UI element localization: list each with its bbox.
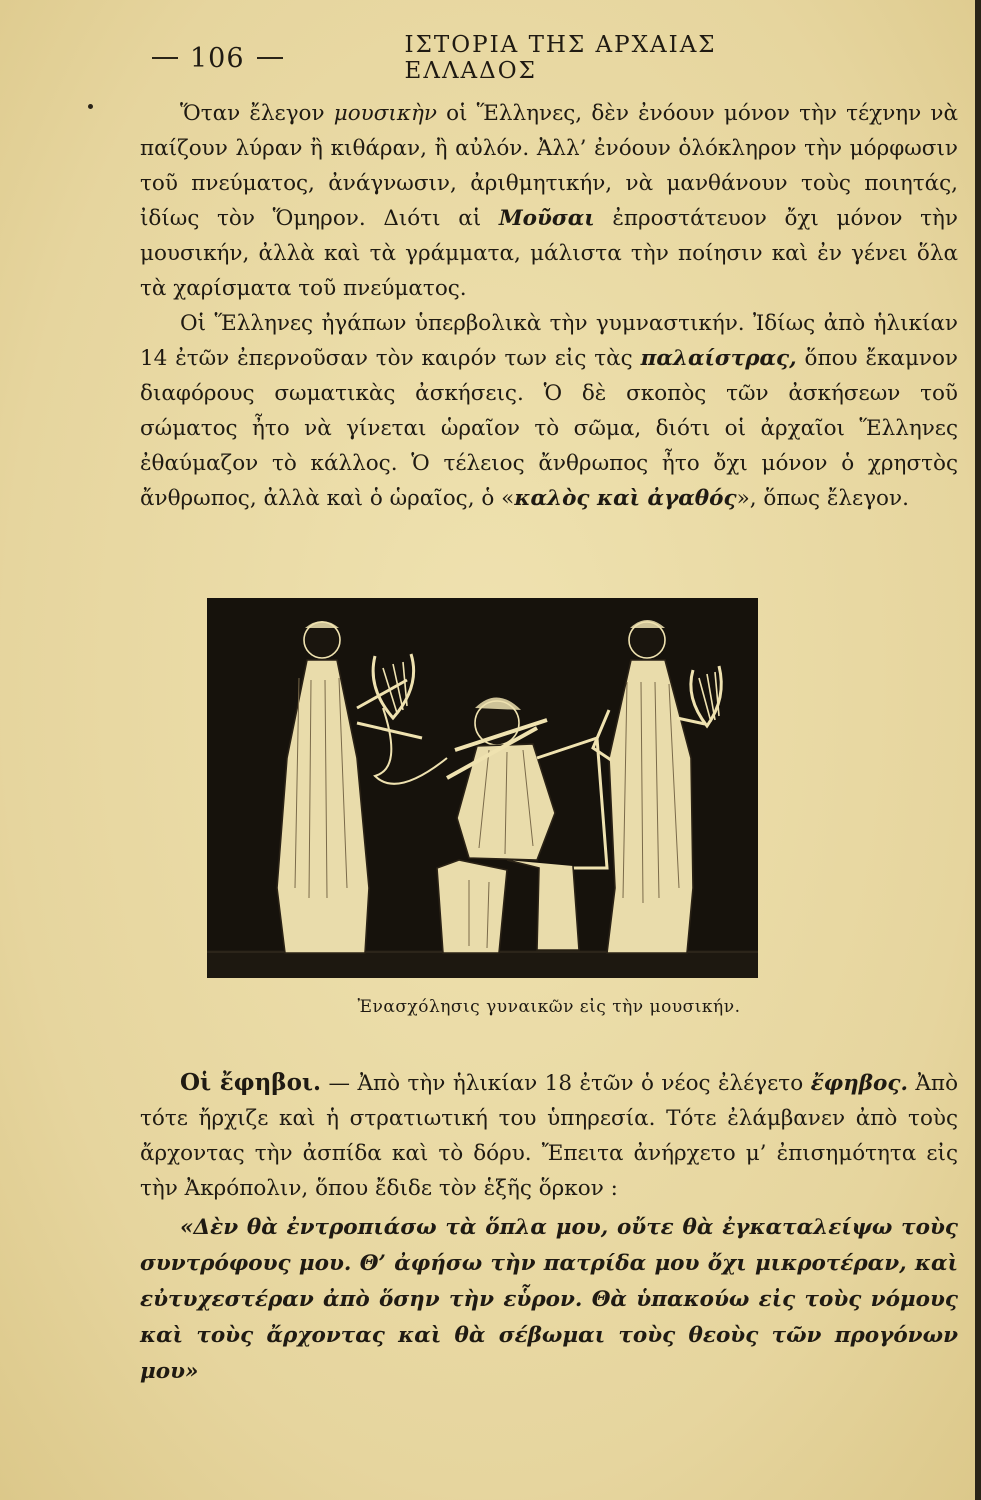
musicians-figures [207,598,758,978]
margin-mark [88,104,93,109]
section-heading: Οἱ ἔφηβοι. [180,1069,322,1096]
paragraph-ephebes: Οἱ ἔφηβοι. — Ἀπὸ τὴν ἡλικίαν 18 ἐτῶν ὁ νέος ἐλέγετο ἔφηβος. Ἀπὸ τότε ἤρχιζε καὶ ἡ στρατιωτική του ὑπηρεσία. Τότε ἐλάμβανεν ἀπὸ τοὺς ἄρχοντας τὴν ἀσπίδα καὶ τὸ δόρυ. Ἔπειτα ἀνήρχετο μ’ ἐπισημότητα εἰς τὴν Ἀκρόπολιν, ὅπου ἔδιδε τὸν ἑξῆς ὅρκον : [140,1069,959,1201]
figure-caption: Ἐνασχόλησις γυναικῶν εἰς τὴν μουσικήν. [357,997,741,1017]
paragraph-music: Ὅταν ἔλεγον μουσικὴν οἱ Ἕλληνες, δὲν ἐνόουν μόνον τὴν τέχνην νὰ παίζουν λύραν ἢ κιθάραν, ἢ αὐλόν. Ἀλλ’ ἐνόουν ὁλόκληρον τὴν μόρφωσιν τοῦ πνεύματος, ἀνάγνωσιν, ἀριθμητικήν, νὰ μανθάνουν τοὺς ποιητάς, ἰδίως τὸν Ὅμηρον. Διότι αἱ Μοῦσαι ἐπροστάτευον ὄχι μόνον τὴν μουσικήν, ἀλλὰ καὶ τὰ γράμματα, μάλιστα τὴν ποίησιν καὶ ἐν γένει ὅλα τὰ χαρίσματα τοῦ πνεύματος. [140,101,959,301]
paragraph-gymnastics: Οἱ Ἕλληνες ἠγάπων ὑπερβολικὰ τὴν γυμναστικήν. Ἰδίως ἀπὸ ἡλικίαν 14 ἐτῶν ἐπερνοῦσαν τὸν καιρόν των εἰς τὰς παλαίστρας, ὅπου ἔκαμνον διαφόρους σωματικὰς ἀσκήσεις. Ὁ δὲ σκοπὸς τῶν ἀσκήσεων τοῦ σώματος ἦτο νὰ γίνεται ὡραῖον τὸ σῶμα, διότι οἱ ἀρχαῖοι Ἕλληνες ἐθαύμαζον τὸ κάλλος. Ὁ τέλειος ἄνθρωπος ἦτο ὄχι μόνον ὁ χρηστὸς ἄνθρωπος, ἀλλὰ καὶ ὁ ὡραῖος, ὁ «καλὸς καὶ ἀγαθός», ὅπως ἔλεγον. [140,311,959,511]
page-number: 106 [140,43,295,74]
page-header [140,32,811,84]
vase-painting-illustration [207,598,758,978]
ephebic-oath: «Δὲν θὰ ἐντροπιάσω τὰ ὅπλα μου, οὔτε θὰ ἐγκαταλείψω τοὺς συντρόφους μου. Θ’ ἀφήσω τὴν πατρίδα μου ὄχι μικροτέραν, καὶ εὐτυχεστέραν ἀπὸ ὅσην τὴν εὗρον. Θὰ ὑπακούω εἰς τοὺς νόμους καὶ τοὺς ἄρχοντας καὶ θὰ σέβωμαι τοὺς θεοὺς τῶν προγόνων μου» [140,1215,958,1384]
running-title: ΙΣΤΟΡΙΑ ΤΗΣ ΑΡΧΑΙΑΣ ΕΛΛΑΔΟΣ [404,32,717,84]
page-edge [975,0,981,1500]
